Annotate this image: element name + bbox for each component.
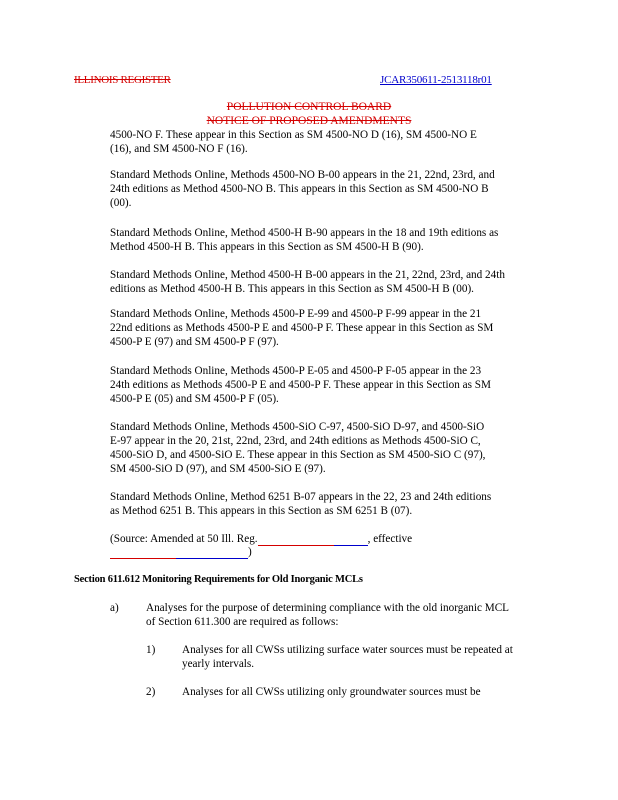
item-2 (182, 685, 592, 699)
text-line: Standard Methods Online, Method 6251 B-07 appears in the 22, 23 and 24th editions (110, 491, 492, 503)
item-marker-1: 1) (146, 644, 156, 656)
text-line: 22nd editions as Methods 4500-P E and 4500-P F. These appear in this Section as SM (110, 322, 494, 334)
source-effective: , effective (367, 533, 413, 545)
source-date-blank-blue (176, 548, 248, 559)
register-title: ILLINOIS REGISTER (74, 74, 171, 86)
text-line: Analyses for the purpose of determining compliance with the old inorganic MCL (146, 602, 509, 614)
text-line: Analyses for all CWSs utilizing surface water sources must be repeated at (182, 644, 513, 656)
source-close: ) (248, 546, 252, 558)
text-line: yearly intervals. (182, 658, 255, 670)
text-line: as Method 6251 B. This appears in this Section as SM 6251 B (07). (110, 505, 413, 517)
text-line: Standard Methods Online, Methods 4500-SiO C-97, 4500-SiO D-97, and 4500-SiO (110, 421, 485, 433)
text-line: Method 4500-H B. This appears in this Section as SM 4500-H B (90). (110, 241, 424, 253)
paragraph-5 (110, 307, 580, 349)
source-reg-blank-blue (334, 535, 368, 546)
paragraph-6 (110, 364, 580, 406)
item-marker-2: 2) (146, 686, 156, 698)
paragraph-8 (110, 490, 580, 518)
item-1 (182, 643, 592, 671)
text-line: Standard Methods Online, Methods 4500-P E-05 and 4500-P F-05 appear in the 23 (110, 365, 482, 377)
notice-title: NOTICE OF PROPOSED AMENDMENTS (206, 115, 412, 127)
text-line: Analyses for all CWSs utilizing only groundwater sources must be (182, 686, 481, 698)
text-line: 4500-P E (05) and SM 4500-P F (05). (110, 393, 279, 405)
source-note-line2 (110, 545, 252, 559)
text-line: SM 4500-SiO D (97), and SM 4500-SiO E (97). (110, 463, 326, 475)
source-reg-blank-red (258, 535, 334, 546)
section-heading: Section 611.612 Monitoring Requirements for Old Inorganic MCLs (74, 574, 363, 585)
text-line: E-97 appear in the 20, 21st, 22nd, 23rd, and 24th editions as Methods 4500-SiO C, (110, 435, 481, 447)
item-marker-a: a) (110, 602, 119, 614)
text-line: of Section 611.300 are required as follows: (146, 616, 339, 628)
text-line: 4500-P E (97) and SM 4500-P F (97). (110, 336, 279, 348)
jcar-code-link[interactable]: JCAR350611-2513118r01 (380, 74, 492, 86)
text-line: 4500-SiO D, and 4500-SiO E. These appear in this Section as SM 4500-SiO C (97), (110, 449, 486, 461)
paragraph-7 (110, 420, 580, 476)
text-line: editions as Method 4500-H B. This appears in this Section as SM 4500-H B (00). (110, 283, 474, 295)
text-line: Standard Methods Online, Methods 4500-NO B-00 appears in the 21, 22nd, 23rd, and (110, 169, 495, 181)
source-text: (Source: Amended at 50 Ill. Reg. (110, 533, 258, 545)
text-line: Standard Methods Online, Method 4500-H B-00 appears in the 21, 22nd, 23rd, and 24th (110, 269, 505, 281)
board-name: POLLUTION CONTROL BOARD (226, 101, 392, 113)
text-line: Standard Methods Online, Methods 4500-P E-99 and 4500-P F-99 appear in the 21 (110, 308, 482, 320)
paragraph-1 (110, 128, 580, 156)
text-line: 24th editions as Methods 4500-P E and 4500-P F. These appear in this Section as SM (110, 379, 491, 391)
text-line: 24th editions as Method 4500-NO B. This appears in this Section as SM 4500-NO B (110, 183, 489, 195)
text-line: (00). (110, 197, 132, 209)
source-note (110, 532, 412, 546)
text-line: (16), and SM 4500-NO F (16). (110, 143, 248, 155)
source-date-blank-red (110, 548, 176, 559)
text-line: Standard Methods Online, Method 4500-H B-90 appears in the 18 and 19th editions as (110, 227, 499, 239)
paragraph-4 (110, 268, 580, 296)
text-line: 4500-NO F. These appear in this Section as SM 4500-NO D (16), SM 4500-NO E (110, 129, 477, 141)
item-a (146, 601, 586, 629)
paragraph-2 (110, 168, 580, 210)
paragraph-3 (110, 226, 580, 254)
